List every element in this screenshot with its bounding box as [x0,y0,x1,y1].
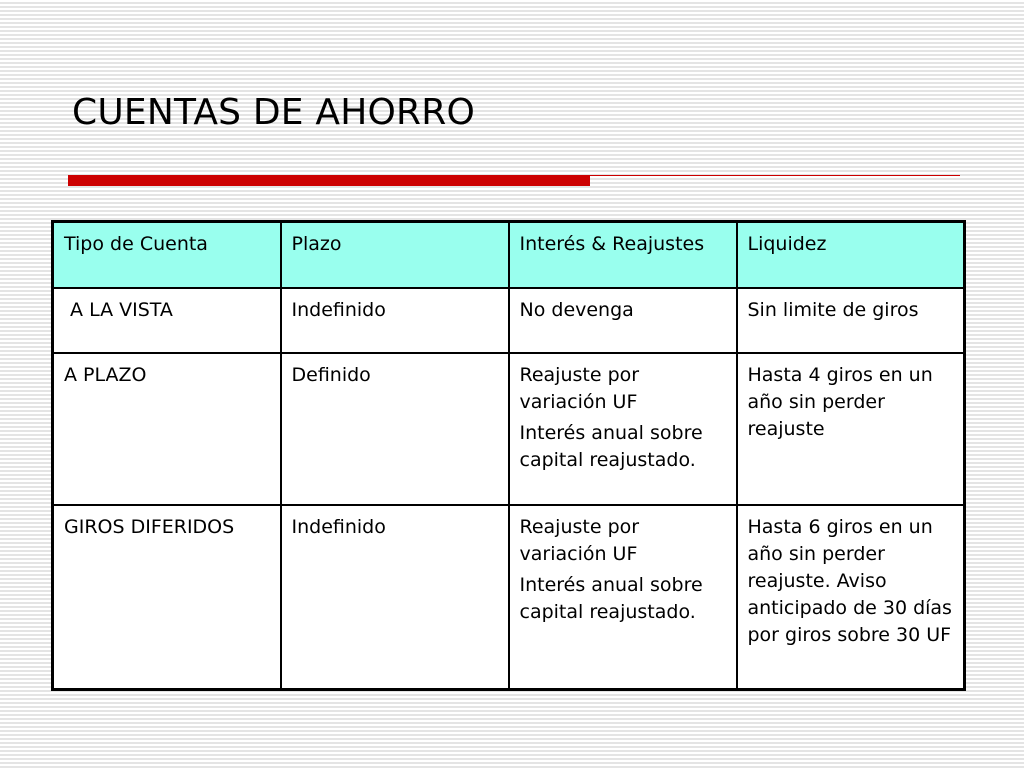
table-header-row [53,222,965,288]
cell-plazo: Indefinido [281,288,509,353]
title-underline-thin [590,175,960,176]
title-underline-thick [68,175,590,186]
cell-tipo: A PLAZO [53,353,281,505]
cell-tipo [53,288,281,353]
cell-paragraph: Interés anual sobre capital reajustado. [519,421,703,471]
table-row [53,288,965,353]
cell-paragraph: No devenga [519,298,634,321]
cell-liquidez: Sin limite de giros [737,288,965,353]
cell-interes [509,353,737,505]
savings-accounts-table [51,220,966,691]
header-cell-liquidez: Liquidez [737,222,965,288]
slide-title: CUENTAS DE AHORRO [72,92,475,133]
header-cell-plazo: Plazo [281,222,509,288]
cell-plazo: Indefinido [281,505,509,690]
table-row [53,353,965,505]
cell-liquidez: Hasta 6 giros en un año sin perder reajuste. Aviso anticipado de 30 días por giros sobre 30 UF [737,505,965,690]
cell-paragraph: Reajuste por variación UF [519,363,640,413]
cell-tipo: GIROS DIFERIDOS [53,505,281,690]
header-cell-interes-reajustes: Interés & Reajustes [509,222,737,288]
table-row [53,505,965,690]
cell-plazo: Definido [281,353,509,505]
cell-interes [509,288,737,353]
header-cell-tipo-de-cuenta: Tipo de Cuenta [53,222,281,288]
cell-liquidez: Hasta 4 giros en un año sin perder reajuste [737,353,965,505]
cell-text: A LA VISTA [64,298,173,321]
cell-paragraph: Reajuste por variación UF [519,515,640,565]
cell-interes [509,505,737,690]
cell-paragraph: Interés anual sobre capital reajustado. [519,573,703,623]
